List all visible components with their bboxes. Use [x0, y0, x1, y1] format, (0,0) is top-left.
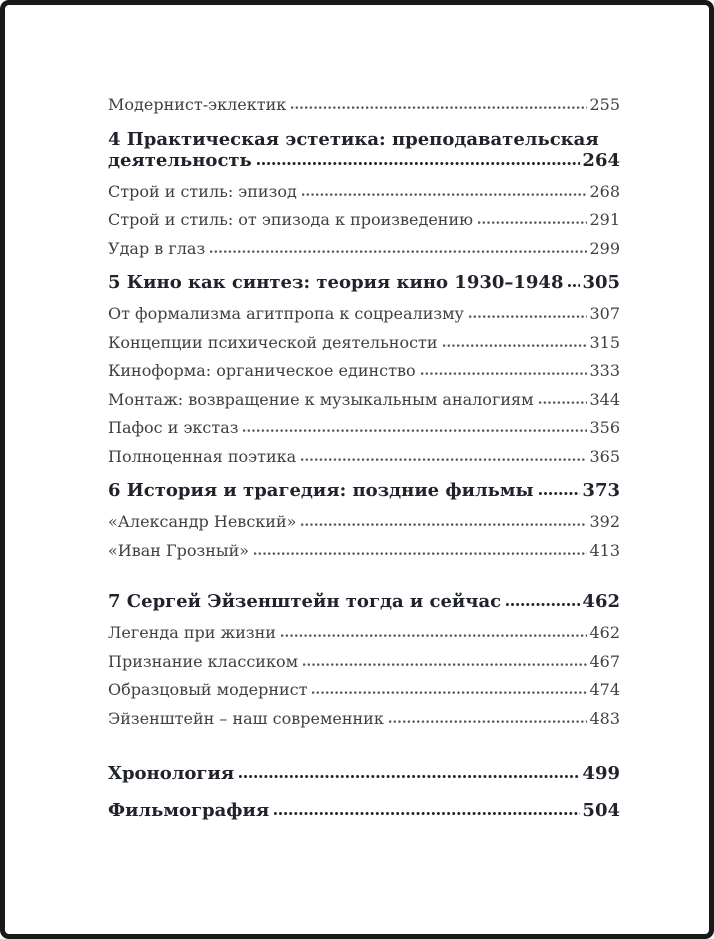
dot-leader [469, 314, 587, 319]
toc-entry-page-number: 299 [589, 238, 620, 258]
toc-entry-title: Признание классиком [108, 651, 299, 671]
toc-entry-page-number: 483 [589, 708, 620, 728]
dot-leader [274, 811, 580, 816]
toc-chapter-title: 7 Сергей Эйзенштейн тогда и сейчас [108, 591, 502, 612]
toc-entry-title: Пафос и экстаз [108, 418, 239, 437]
dot-leader [301, 457, 587, 462]
toc-entry-page-number: 307 [589, 304, 620, 323]
toc-entry-title: «Иван Грозный» [108, 540, 250, 560]
toc-entry-title: Модернист-эклектик [108, 95, 287, 114]
toc-chapter-row [108, 591, 620, 612]
dot-leader [443, 343, 588, 348]
toc-entry-row [108, 329, 620, 358]
toc-entry-row [108, 705, 620, 734]
toc-entry-page-number: 333 [589, 361, 620, 380]
toc-entry-page-number: 291 [589, 210, 620, 229]
toc-entry-title: От формализма агитпропа к соцреализму [108, 304, 464, 323]
dot-leader [291, 105, 587, 110]
dot-leader [506, 602, 580, 607]
dot-leader [243, 428, 587, 433]
dot-leader [389, 719, 588, 724]
toc-entry-row [108, 235, 620, 264]
toc-entry-row [108, 648, 620, 677]
dot-leader [239, 774, 580, 779]
toc-chapter-title: 6 История и трагедия: поздние фильмы [108, 480, 534, 501]
dot-leader [539, 491, 581, 496]
toc-entry-page-number: 462 [589, 623, 620, 642]
toc-entry-page-number: 356 [589, 418, 620, 437]
toc-chapter-row [108, 800, 620, 821]
toc-entry-title: Образцовый модернист [108, 680, 308, 699]
toc-chapter-page-number: 462 [582, 591, 620, 612]
toc-chapter-title: Фильмография [108, 800, 270, 821]
dot-leader [301, 522, 587, 527]
toc-entry-title: Строй и стиль: от эпизода к произведению [108, 210, 474, 229]
toc-entry-title: Монтаж: возвращение к музыкальным аналогиям [108, 389, 534, 409]
toc-entry-page-number: 255 [589, 95, 620, 114]
dot-leader [421, 371, 588, 376]
toc-entry-title: Полноценная поэтика [108, 446, 297, 466]
toc-entry-row [108, 619, 620, 648]
toc-entry-page-number: 474 [589, 680, 620, 699]
toc-entry-row [108, 676, 620, 705]
dot-leader [254, 551, 587, 556]
dot-leader [568, 283, 580, 288]
toc-chapter-page-number: 305 [582, 272, 621, 293]
toc-entry-row [108, 178, 620, 207]
toc-chapter-title: 5 Кино как синтез: теория кино 1930–1948 [108, 272, 564, 293]
toc-entry-title: Удар в глаз [108, 238, 206, 258]
toc-entry-title: Киноформа: органическое единство [108, 361, 416, 380]
toc-chapter-title-line1: 4 Практическая эстетика: преподавательская [108, 128, 599, 150]
toc-entry-page-number: 392 [589, 512, 620, 531]
toc-entry-title: «Александр Невский» [108, 512, 297, 531]
toc-entry-page-number: 268 [589, 181, 620, 201]
toc-entry-page-number: 365 [589, 446, 620, 466]
toc-entry-row [108, 414, 620, 443]
toc-entry-title: Легенда при жизни [108, 623, 276, 642]
table-of-contents [5, 5, 709, 828]
toc-chapter-page-number: 373 [582, 480, 620, 501]
toc-entry-row [108, 300, 620, 329]
toc-chapter-row [108, 763, 620, 784]
toc-chapter-row [108, 272, 620, 293]
toc-entry-row [108, 443, 620, 472]
dot-leader [478, 220, 587, 225]
toc-entry-row [108, 357, 620, 386]
toc-chapter-row [108, 150, 620, 171]
toc-chapter-title-line2: деятельность [108, 149, 252, 171]
toc-entry-page-number: 467 [589, 651, 620, 671]
toc-chapter-row [108, 480, 620, 501]
toc-chapter-page-number: 264 [582, 149, 620, 171]
toc-entry-title: Строй и стиль: эпизод [108, 181, 297, 201]
toc-entry-row [108, 537, 620, 566]
dot-leader [257, 161, 581, 166]
toc-entry-page-number: 315 [589, 332, 620, 352]
toc-chapter-page-number: 499 [582, 763, 620, 784]
toc-entry-row [108, 386, 620, 415]
toc-entry-title: Эйзенштейн – наш современник [108, 708, 384, 728]
toc-entry-title: Концепции психической деятельности [108, 332, 438, 352]
toc-chapter-page-number: 504 [582, 800, 620, 821]
dot-leader [312, 690, 587, 695]
dot-leader [281, 633, 588, 638]
toc-entry-row [108, 91, 620, 120]
toc-entry-row [108, 508, 620, 537]
toc-entry-page-number: 344 [589, 389, 620, 409]
dot-leader [210, 249, 587, 254]
dot-leader [302, 192, 588, 197]
toc-entry-row [108, 206, 620, 235]
dot-leader [303, 662, 587, 667]
toc-chapter-row [108, 129, 620, 150]
toc-chapter-title: Хронология [108, 763, 235, 784]
dot-leader [539, 400, 588, 405]
toc-entry-page-number: 413 [589, 540, 620, 560]
